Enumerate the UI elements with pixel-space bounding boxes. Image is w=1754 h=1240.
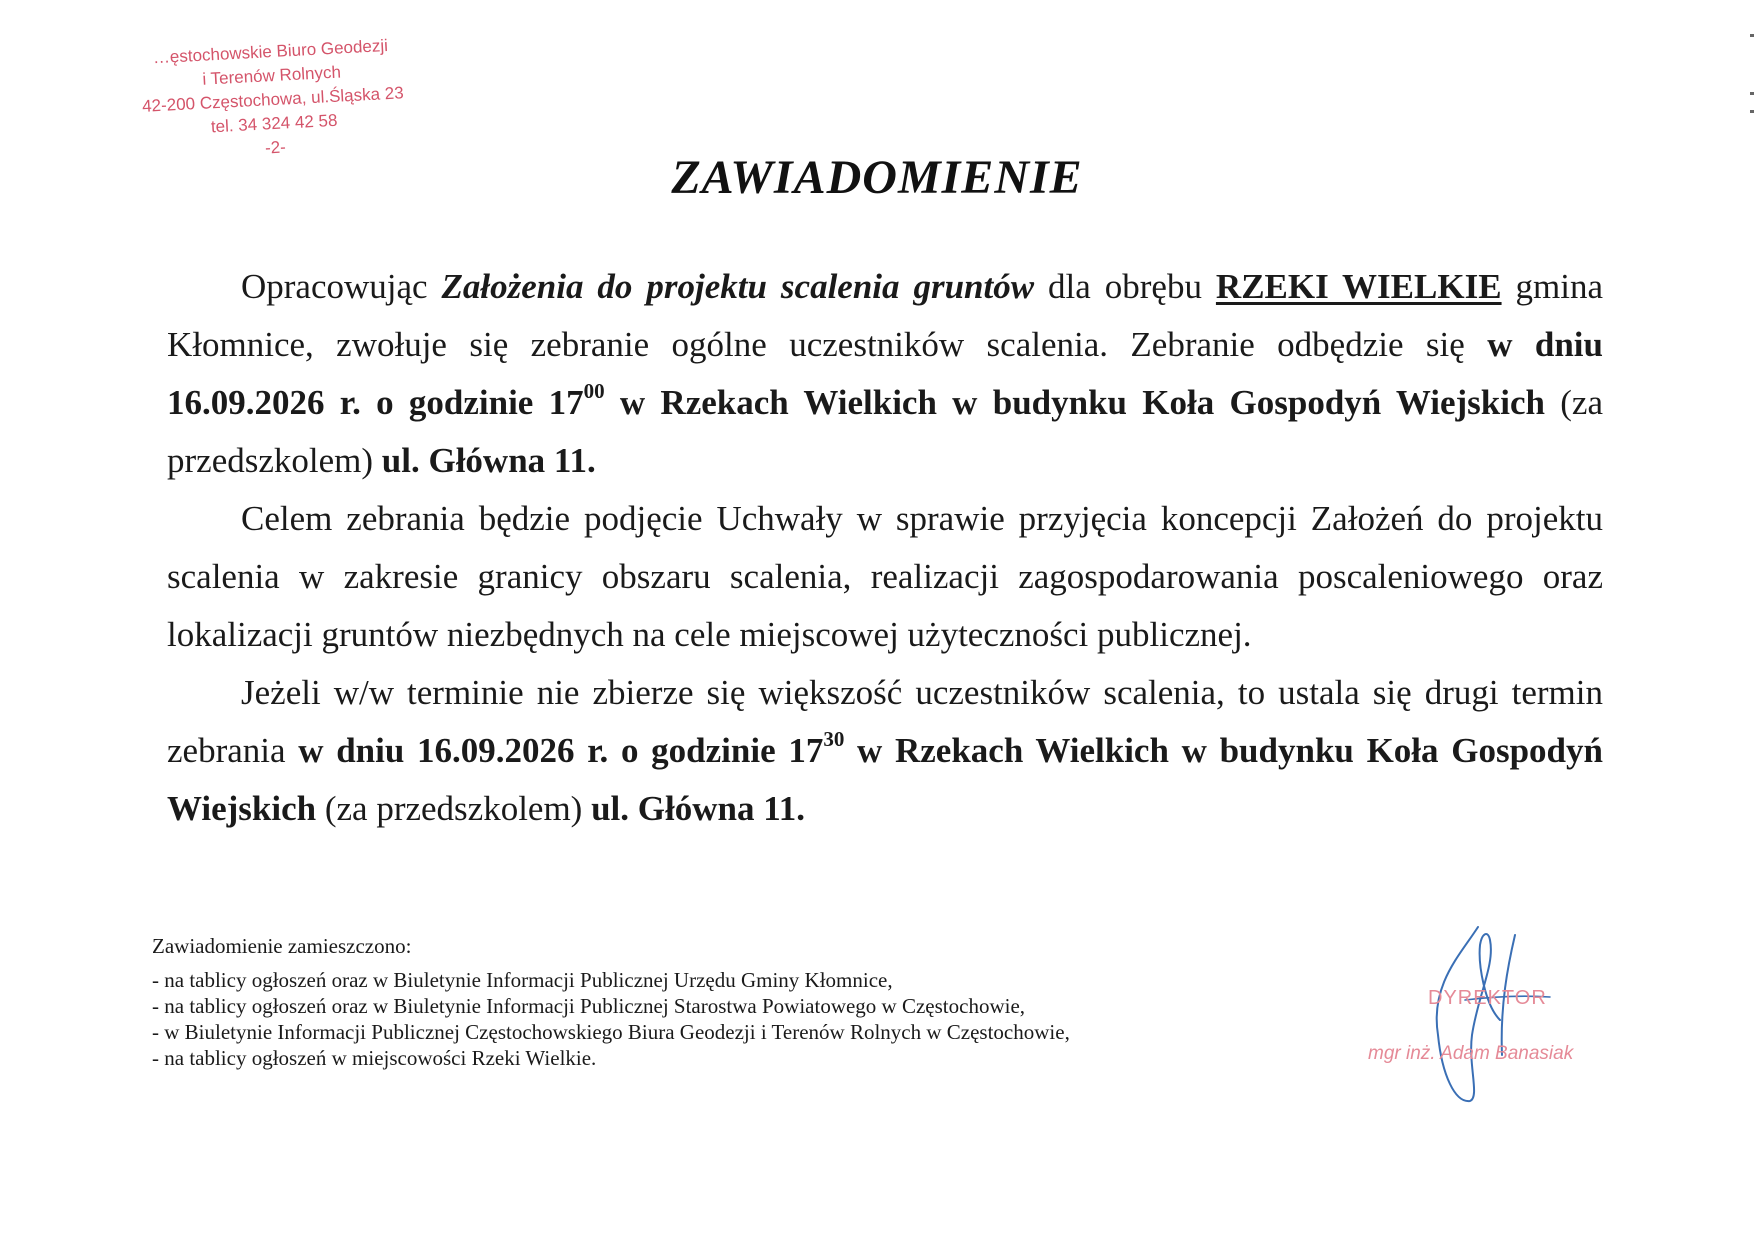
text-segment-street: ul. Główna 11. — [381, 441, 596, 480]
stamp-line-name-2: i Terenów Rolnych — [201, 62, 342, 89]
text-segment-place: w Rzekach Wielkich w budynku Koła Gospodyń Wiejskich — [604, 383, 1545, 422]
stamp-line-address: 42-200 Częstochowa, ul.Śląska 23 — [141, 83, 405, 116]
text-segment-locality: RZEKI WIELKIE — [1215, 267, 1502, 306]
notes-item: - w Biuletynie Informacji Publicznej Częstochowskiego Biura Geodezji i Terenów Rolnych w Częstochowie, — [152, 1020, 1070, 1044]
document-body — [167, 258, 1603, 838]
time-minutes: 30 — [823, 727, 845, 752]
text-segment: (za przedszkolem) — [167, 383, 1603, 480]
text-segment-place: w Rzekach Wielkich w budynku Koła Gospodyń Wiejskich — [167, 731, 1603, 828]
notes-item: - na tablicy ogłoszeń oraz w Biuletynie Informacji Publicznej Starostwa Powiatowego w Częstochowie, — [152, 994, 1026, 1018]
signature-name: mgr inż. Adam Banasiak — [1368, 1043, 1574, 1064]
stamp-line-number: -2- — [264, 137, 287, 158]
text-segment: dla obrębu — [1034, 267, 1216, 306]
paragraph-purpose: Celem zebrania będzie podjęcie Uchwały w sprawie przyjęcia koncepcji Założeń do projektu scalenia w zakresie granicy obszaru scalenia, realizacji zagospodarowania poscaleniowego oraz lokalizacji gruntów niezbędnych na cele miejscowej użyteczności publicznej. — [167, 499, 1603, 654]
notes-item: - na tablicy ogłoszeń oraz w Biuletynie Informacji Publicznej Urzędu Gminy Kłomnice, — [152, 968, 893, 992]
text-segment: (za przedszkolem) — [316, 789, 592, 828]
signature-title: DYREKTOR — [1428, 987, 1547, 1009]
text-segment: Jeżeli w/w terminie nie zbierze się większość uczestników scalenia, to ustala się drugi termin zebrania — [167, 673, 1603, 770]
text-segment-emphasis: Założenia do projektu scalenia gruntów — [441, 267, 1035, 306]
handwritten-signature — [1360, 925, 1610, 1105]
paragraph-meeting — [167, 258, 1603, 490]
document-title: ZAWIADOMIENIE — [671, 151, 1083, 204]
text-segment: gmina Kłomnice, zwołuje się zebranie ogólne uczestników scalenia. Zebranie odbędzie się — [167, 267, 1604, 364]
text-segment: Opracowując — [241, 267, 442, 306]
signature-block — [1360, 925, 1610, 1105]
text-segment-date: w dniu 16.09.2026 r. o godzinie 17 — [167, 325, 1603, 422]
scan-edge-mark — [1750, 34, 1754, 37]
scan-edge-mark — [1750, 92, 1754, 95]
notes-item: - na tablicy ogłoszeń w miejscowości Rzeki Wielkie. — [152, 1046, 597, 1070]
stamp-line-phone: tel. 34 324 42 58 — [210, 110, 338, 137]
notes-heading: Zawiadomienie zamieszczono: — [152, 934, 412, 958]
text-segment-street: ul. Główna 11. — [591, 789, 806, 828]
office-stamp — [120, 32, 426, 168]
publication-notes — [152, 933, 1302, 1071]
scan-edge-mark — [1750, 110, 1754, 113]
time-minutes: 00 — [583, 379, 605, 404]
text-segment-date: w dniu 16.09.2026 r. o godzinie 17 — [298, 731, 824, 770]
paragraph-second-term — [167, 664, 1603, 838]
stamp-line-name: …ęstochowskie Biuro Geodezji — [152, 35, 389, 68]
